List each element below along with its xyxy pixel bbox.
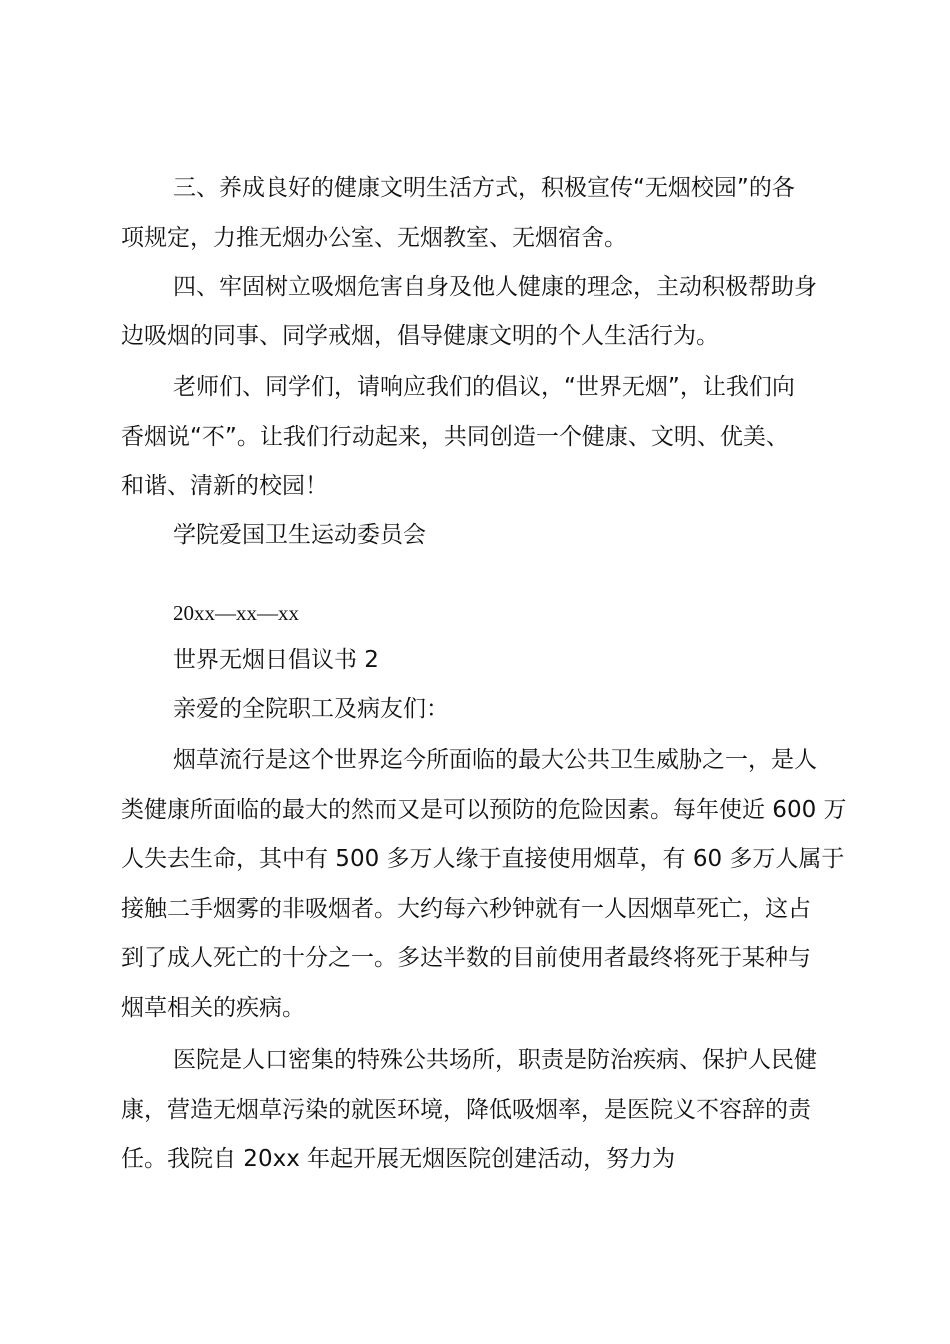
body1-line-5: 到了成人死亡的十分之一。多达半数的目前使用者最终将死于某种与	[121, 945, 811, 971]
paragraph-4-line-1: 四、牢固树立吸烟危害自身及他人健康的理念，主动积极帮助身	[173, 274, 817, 300]
section-title: 世界无烟日倡议书 2	[173, 647, 379, 673]
body1-line-4: 接触二手烟雾的非吸烟者。大约每六秒钟就有一人因烟草死亡，这占	[121, 896, 811, 922]
paragraph-3-line-1: 三、养成良好的健康文明生活方式，积极宣传“无烟校园”的各	[173, 175, 795, 201]
closing-line-3: 和谐、清新的校园！	[121, 473, 328, 499]
body2-line-2: 康，营造无烟草污染的就医环境，降低吸烟率，是医院义不容辞的责	[121, 1097, 811, 1123]
closing-line-1: 老师们、同学们，请响应我们的倡议，“世界无烟”，让我们向	[173, 374, 795, 400]
body1-line-6: 烟草相关的疾病。	[121, 995, 305, 1021]
body2-line-1: 医院是人口密集的特殊公共场所，职责是防治疾病、保护人民健	[173, 1047, 817, 1073]
body1-line-2: 类健康所面临的最大的然而又是可以预防的危险因素。每年使近 600 万	[121, 797, 847, 823]
paragraph-4-line-2: 边吸烟的同事、同学戒烟，倡导健康文明的个人生活行为。	[121, 323, 719, 349]
body1-line-1: 烟草流行是这个世界迄今所面临的最大公共卫生威胁之一，是人	[173, 747, 817, 773]
paragraph-3-line-2: 项规定，力推无烟办公室、无烟教室、无烟宿舍。	[121, 225, 627, 251]
signature-date: 20xx—xx—xx	[173, 601, 299, 625]
signature-organization: 学院爱国卫生运动委员会	[173, 522, 426, 548]
salutation: 亲爱的全院职工及病友们：	[173, 696, 449, 722]
closing-line-2: 香烟说“不”。让我们行动起来，共同创造一个健康、文明、优美、	[121, 424, 789, 450]
body1-line-3: 人失去生命，其中有 500 多万人缘于直接使用烟草，有 60 多万人属于	[121, 846, 845, 872]
body2-line-3: 任。我院自 20xx 年起开展无烟医院创建活动，努力为	[121, 1146, 676, 1172]
